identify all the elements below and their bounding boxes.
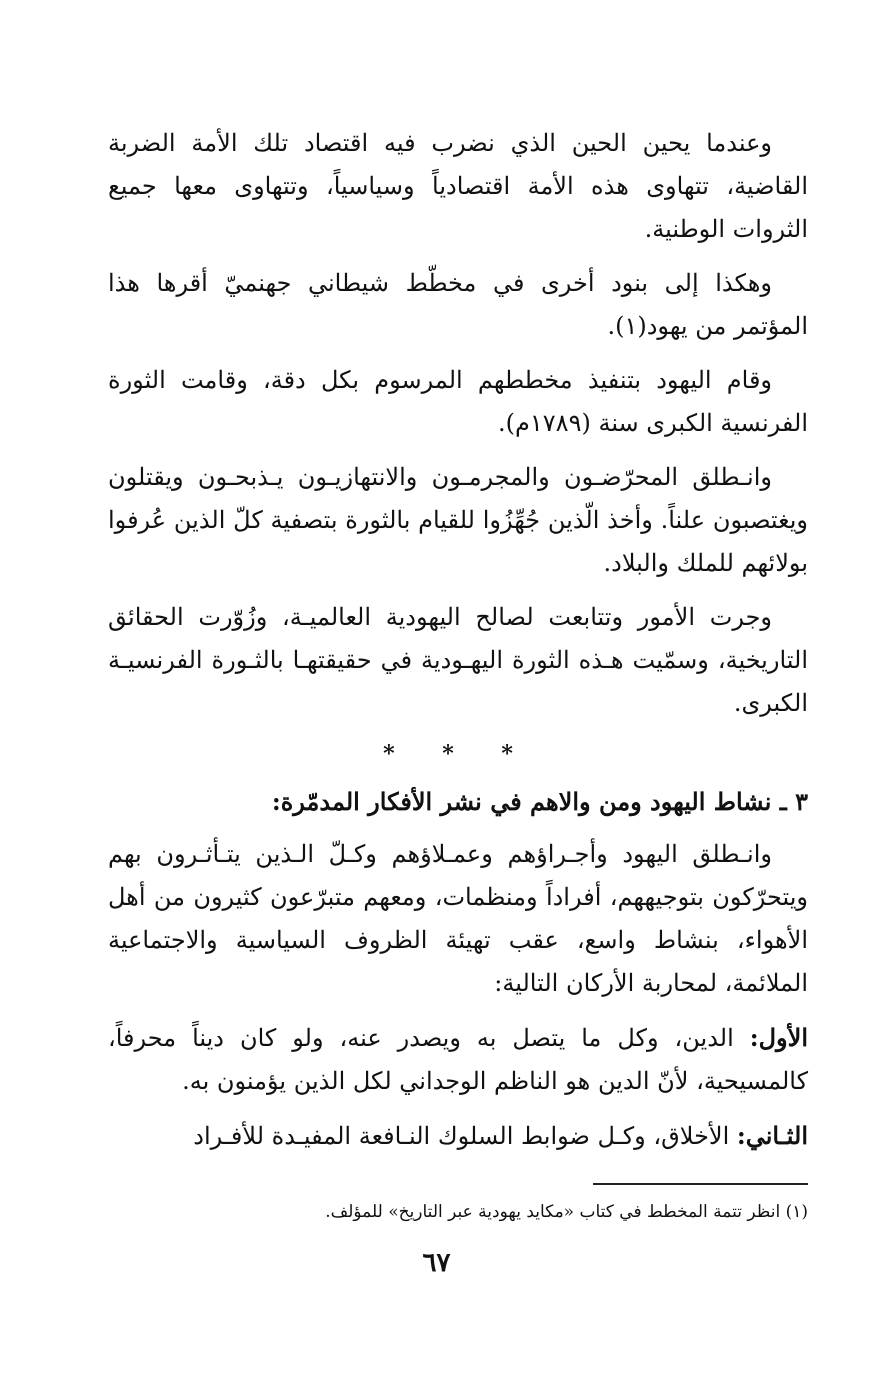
section-heading: ٣ ـ نشاط اليهود ومن والاهم في نشر الأفكار المدمّرة: xyxy=(271,787,808,816)
list-item xyxy=(108,1016,808,1103)
paragraph: وجرت الأمور وتتابعت لصالح اليهودية العالميـة، وزُوّرت الحقائق التاريخية، وسمّيت هـذه الثورة اليهـودية في حقيقتهـا بالثـورة الفرنسيـة الكبرى. xyxy=(108,603,808,717)
item-term: الثـاني: xyxy=(736,1121,808,1150)
footnote-divider xyxy=(593,1183,808,1185)
item-text: الدين، وكل ما يتصل به ويصدر عنه، ولو كان ديناً محرفاً، كالمسيحية، لأنّ الدين هو الناظم الوجداني لكل الذين يؤمنون به. xyxy=(108,1024,808,1095)
paragraph: وانـطلق المحرّضـون والمجرمـون والانتهازيـون يـذبحـون ويقتلون ويغتصبون علناً. وأخذ الّذين جُهِّزُوا للقيام بالثورة بتصفية كلّ الذين عُرفوا بولائهم للملك والبلاد. xyxy=(108,463,808,577)
item-term: الأول: xyxy=(749,1023,808,1052)
page-number: ٦٧ xyxy=(422,1248,451,1278)
paragraph: وقام اليهود بتنفيذ مخططهم المرسوم بكل دقة، وقامت الثورة الفرنسية الكبرى سنة (١٧٨٩م). xyxy=(108,366,808,437)
paragraph: وهكذا إلى بنود أخرى في مخطّط شيطاني جهنميّ أقرها هذا المؤتمر من يهود(١). xyxy=(108,269,808,340)
main-text xyxy=(108,122,808,1169)
paragraph: وعندما يحين الحين الذي نضرب فيه اقتصاد تلك الأمة الضربة القاضية، تتهاوى هذه الأمة اقتصادياً وسياسياً، وتتهاوى معها جميع الثروات الوطنية. xyxy=(108,129,808,243)
paragraph: وانـطلق اليهود وأجـراؤهم وعمـلاؤهم وكـلّ الـذين يتـأثـرون بهم ويتحرّكون بتوجيههم، أفراداً ومنظمات، ومعهم متبرّعون كثيرون من أهل الأهواء، بنشاط واسع، عقب تهيئة الظروف السياسية والاجتماعية الملائمة، لمحاربة الأركان التالية: xyxy=(108,840,808,997)
footnote: (١) انظر تتمة المخطط في كتاب «مكايد يهودية عبر التاريخ» للمؤلف. xyxy=(325,1202,808,1222)
section-separator: * * * xyxy=(383,741,533,767)
list-item xyxy=(108,1114,808,1158)
item-text: الأخلاق، وكـل ضوابط السلوك النـافعة المفيـدة للأفـراد xyxy=(193,1122,737,1150)
